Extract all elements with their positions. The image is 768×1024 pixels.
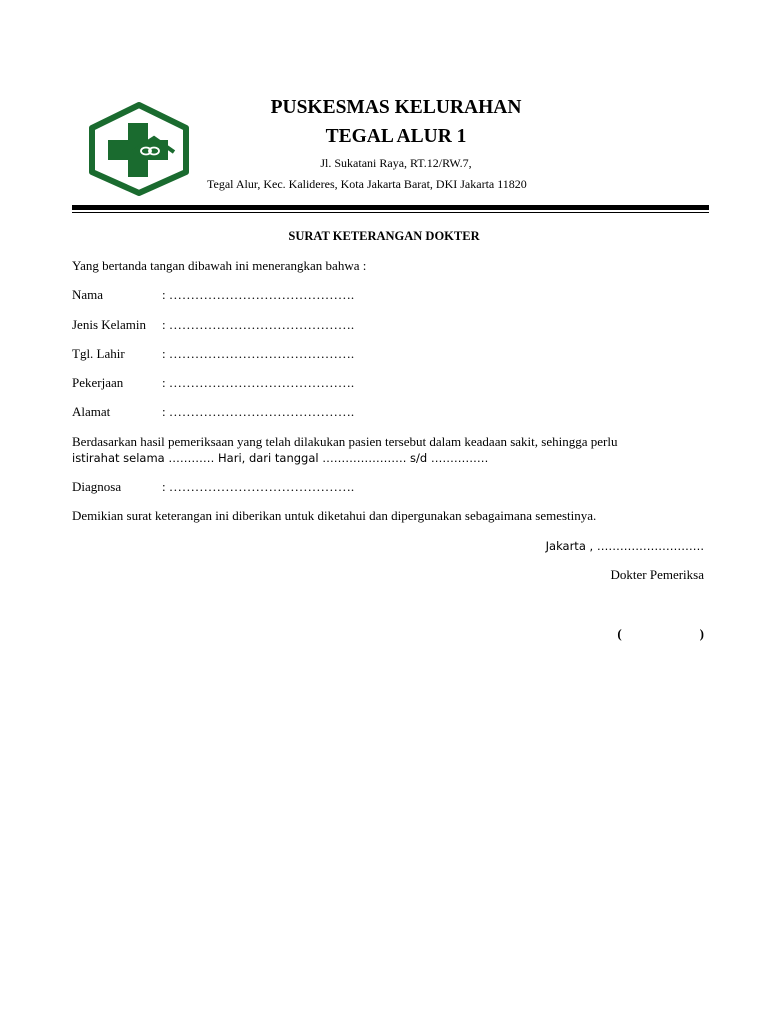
- field-label-jenis-kelamin: Jenis Kelamin: [72, 317, 147, 332]
- signature-role: Dokter Pemeriksa: [610, 567, 704, 582]
- closing-text: Demikian surat keterangan ini diberikan untuk diketahui dan dipergunakan sebagaimana semestinya.: [72, 508, 597, 523]
- field-label-pekerjaan: Pekerjaan: [72, 375, 124, 390]
- institution-unit: TEGAL ALUR 1: [325, 126, 467, 147]
- address-line-1: Jl. Sukatani Raya, RT.12/RW.7,: [320, 156, 472, 170]
- header-divider-thick: [72, 205, 709, 210]
- address-line-2: Tegal Alur, Kec. Kalideres, Kota Jakarta Barat, DKI Jakarta 11820: [207, 177, 527, 191]
- field-value-diagnosa: : …………………………………….: [162, 479, 355, 494]
- institution-name: PUSKESMAS KELURAHAN: [270, 97, 522, 118]
- field-label-alamat: Alamat: [72, 404, 111, 419]
- signature-place-date: Jakarta , ……………………….: [545, 539, 704, 553]
- statement-line-1: Berdasarkan hasil pemeriksaan yang telah dilakukan pasien tersebut dalam keadaan sakit, sehingga perlu: [72, 434, 618, 449]
- field-value-pekerjaan: : …………………………………….: [162, 375, 355, 390]
- field-value-nama: : …………………………………….: [162, 287, 355, 302]
- field-label-nama: Nama: [72, 287, 104, 302]
- field-value-jenis-kelamin: : …………………………………….: [162, 317, 355, 332]
- header-divider-thin: [72, 212, 709, 213]
- intro-text: Yang bertanda tangan dibawah ini menerangkan bahwa :: [72, 258, 367, 273]
- field-label-tgl-lahir: Tgl. Lahir: [72, 346, 125, 361]
- field-value-alamat: : …………………………………….: [162, 404, 355, 419]
- statement-line-2: istirahat selama ………… Hari, dari tanggal …………………. s/d ……………: [72, 451, 489, 465]
- document-title: SURAT KETERANGAN DOKTER: [288, 229, 480, 243]
- field-value-tgl-lahir: : …………………………………….: [162, 346, 355, 361]
- signature-name-placeholder: ( ): [617, 626, 704, 641]
- field-label-diagnosa: Diagnosa: [72, 479, 122, 494]
